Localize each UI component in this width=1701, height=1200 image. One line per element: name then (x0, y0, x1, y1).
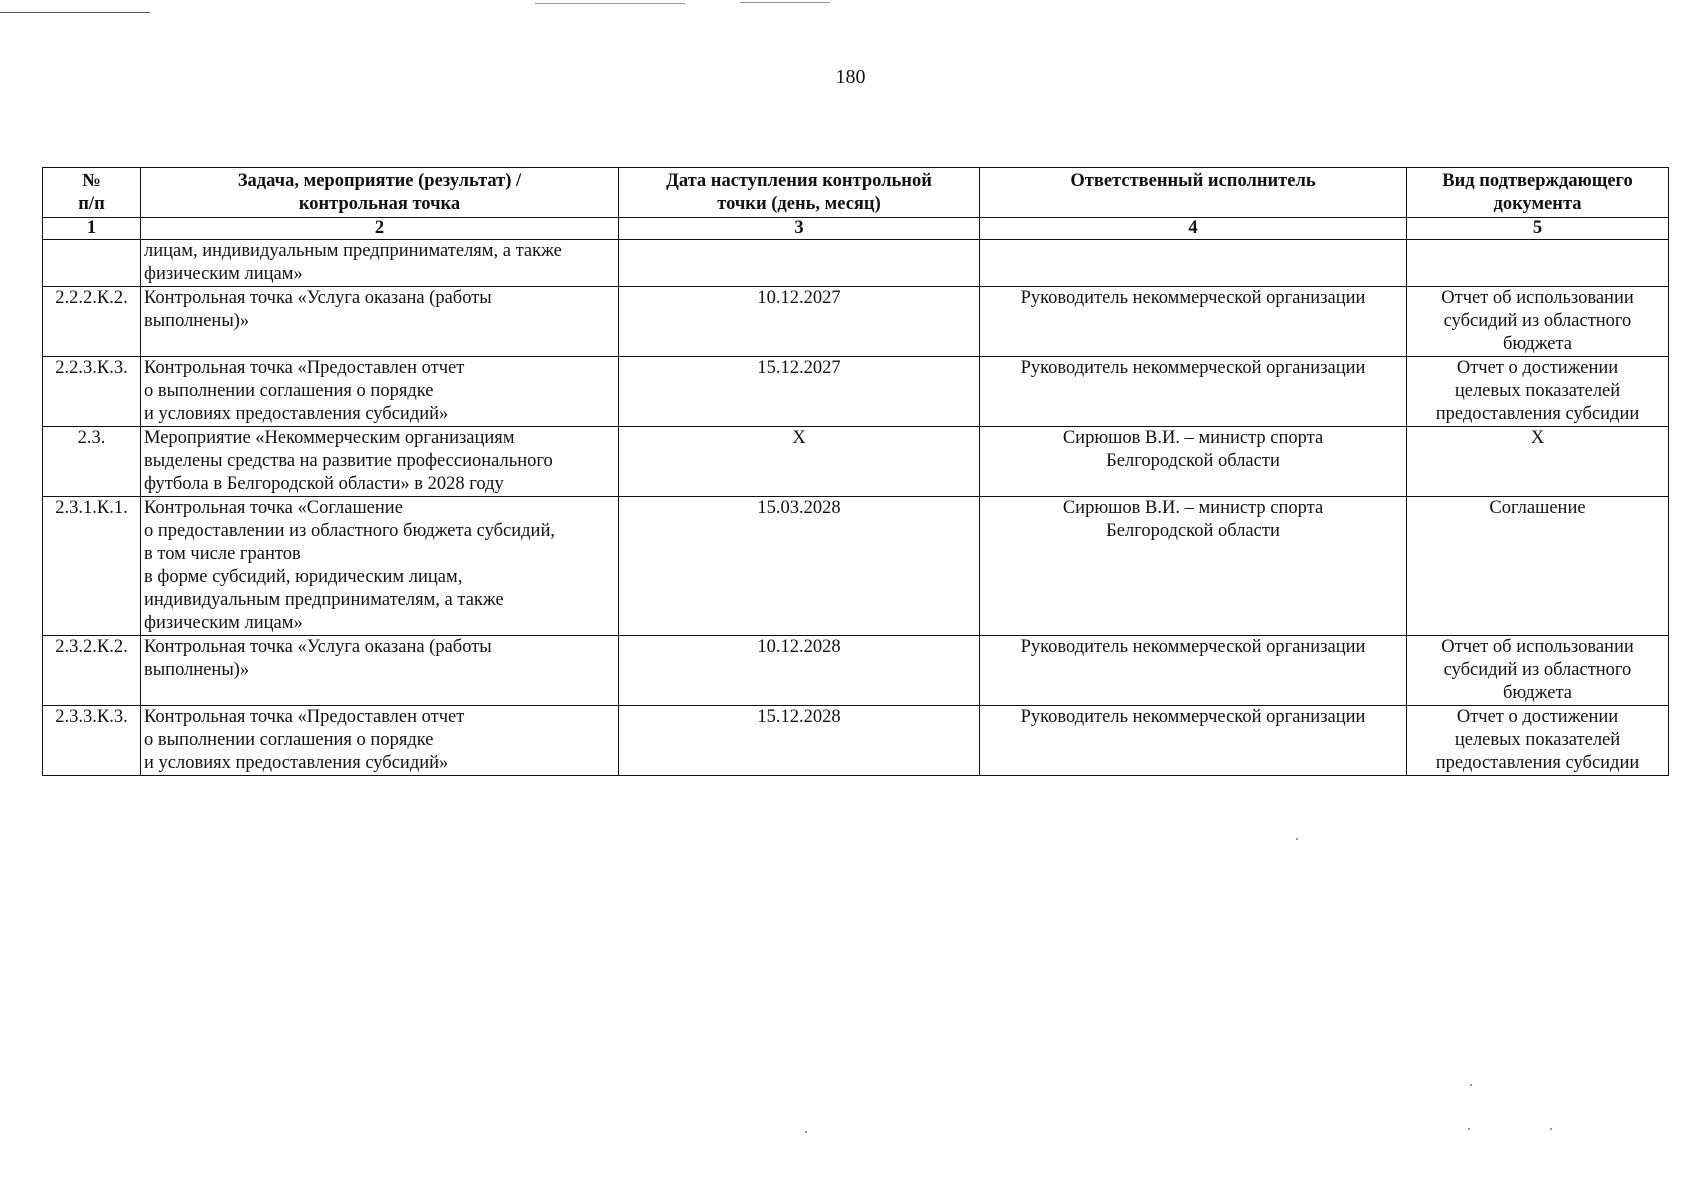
header-line: Вид подтверждающего (1442, 171, 1633, 191)
table-row (43, 636, 1669, 706)
task-cell-line: выполнены)» (144, 660, 250, 680)
task-cell-line: выделены средства на развитие профессионального (144, 451, 553, 471)
document-cell-line: предоставления субсидии (1435, 404, 1640, 424)
header-responsible (980, 168, 1407, 218)
document-cell-line: целевых показателей (1454, 381, 1621, 401)
document-cell-line: бюджета (1503, 334, 1572, 354)
document-cell (1407, 240, 1669, 287)
task-cell-line: индивидуальным предпринимателям, а также (144, 590, 504, 610)
row-number-cell (43, 240, 141, 287)
row-number-cell: 2.2.2.К.2. (43, 287, 141, 357)
task-cell-line: и условиях предоставления субсидий» (144, 753, 449, 773)
table-row (43, 240, 1669, 287)
task-cell (141, 497, 619, 636)
task-cell (141, 706, 619, 776)
responsible-cell-line: Руководитель некоммерческой организации (1020, 288, 1366, 308)
task-cell-line: Контрольная точка «Услуга оказана (работы (144, 637, 492, 657)
document-cell-line: субсидий из областного (1443, 311, 1632, 331)
table-body (43, 240, 1669, 776)
task-cell (141, 287, 619, 357)
row-number-cell: 2.2.3.К.3. (43, 357, 141, 427)
header-line: п/п (78, 194, 105, 214)
header-line: контрольная точка (298, 194, 461, 214)
column-number: 1 (43, 218, 141, 240)
scan-artifact-line (740, 2, 830, 3)
document-cell (1407, 636, 1669, 706)
table-row (43, 497, 1669, 636)
document-cell-line: Соглашение (1489, 498, 1586, 518)
column-number: 3 (619, 218, 980, 240)
document-cell (1407, 357, 1669, 427)
task-cell-line: и условиях предоставления субсидий» (144, 404, 449, 424)
responsible-cell-line: Сирюшов В.И. – министр спорта (1062, 428, 1324, 448)
column-number: 2 (141, 218, 619, 240)
task-cell-line: футбола в Белгородской области» в 2028 году (144, 474, 504, 494)
document-cell-line: предоставления субсидии (1435, 753, 1640, 773)
table-row (43, 706, 1669, 776)
header-number (43, 168, 141, 218)
date-cell (619, 240, 980, 287)
task-cell-line: о выполнении соглашения о порядке (144, 381, 434, 401)
document-cell-line: Отчет об использовании (1441, 288, 1634, 308)
task-cell (141, 427, 619, 497)
document-cell (1407, 427, 1669, 497)
table-header (43, 168, 1669, 240)
task-cell-line: физическим лицам» (144, 264, 303, 284)
responsible-cell-line: Руководитель некоммерческой организации (1020, 707, 1366, 727)
responsible-cell (980, 636, 1407, 706)
document-cell-line: бюджета (1503, 683, 1572, 703)
column-number-row (43, 218, 1669, 240)
column-number: 4 (980, 218, 1407, 240)
responsible-cell-line: Сирюшов В.И. – министр спорта (1062, 498, 1324, 518)
scan-speck (1470, 1084, 1472, 1086)
document-cell-line: целевых показателей (1454, 730, 1621, 750)
task-cell-line: о предоставлении из областного бюджета субсидий, (144, 521, 555, 541)
document-cell (1407, 706, 1669, 776)
date-cell: 10.12.2028 (619, 636, 980, 706)
responsible-cell-line: Белгородской области (1106, 521, 1280, 541)
header-task (141, 168, 619, 218)
responsible-cell-line: Руководитель некоммерческой организации (1020, 637, 1366, 657)
responsible-cell (980, 240, 1407, 287)
header-line: Задача, мероприятие (результат) / (237, 171, 522, 191)
task-cell-line: в том числе грантов (144, 544, 301, 564)
task-cell-line: Контрольная точка «Услуга оказана (работы (144, 288, 492, 308)
task-cell (141, 636, 619, 706)
header-date (619, 168, 980, 218)
responsible-cell (980, 427, 1407, 497)
responsible-cell-line: Белгородской области (1106, 451, 1280, 471)
document-cell-line: Отчет о достижении (1456, 707, 1619, 727)
table-row (43, 427, 1669, 497)
table-row (43, 357, 1669, 427)
task-cell-line: Контрольная точка «Соглашение (144, 498, 403, 518)
scan-speck (805, 1131, 807, 1133)
header-document (1407, 168, 1669, 218)
page-number: 180 (835, 66, 866, 88)
document-cell-line: Х (1530, 428, 1545, 448)
row-number-cell: 2.3. (43, 427, 141, 497)
header-line: точки (день, месяц) (717, 194, 881, 214)
scan-speck (1468, 1128, 1470, 1130)
task-cell-line: Контрольная точка «Предоставлен отчет (144, 707, 465, 727)
responsible-cell (980, 497, 1407, 636)
header-row (43, 168, 1669, 218)
scan-speck (1296, 838, 1298, 840)
document-cell-line: Отчет об использовании (1441, 637, 1634, 657)
row-number-cell: 2.3.2.К.2. (43, 636, 141, 706)
task-cell (141, 240, 619, 287)
date-cell: 15.12.2028 (619, 706, 980, 776)
row-number-cell: 2.3.3.К.3. (43, 706, 141, 776)
scan-speck (1550, 1128, 1552, 1130)
task-cell-line: в форме субсидий, юридическим лицам, (144, 567, 463, 587)
document-cell-line: Отчет о достижении (1456, 358, 1619, 378)
date-cell: 15.03.2028 (619, 497, 980, 636)
header-line: документа (1493, 194, 1582, 214)
header-line: Ответственный исполнитель (1070, 171, 1316, 191)
task-cell-line: физическим лицам» (144, 613, 303, 633)
document-cell (1407, 287, 1669, 357)
responsible-cell-line: Руководитель некоммерческой организации (1020, 358, 1366, 378)
header-line: Дата наступления контрольной (666, 171, 932, 191)
document-cell (1407, 497, 1669, 636)
responsible-cell (980, 706, 1407, 776)
responsible-cell (980, 287, 1407, 357)
task-cell-line: выполнены)» (144, 311, 250, 331)
date-cell: Х (619, 427, 980, 497)
scan-artifact-line (535, 3, 685, 4)
document-cell-line: субсидий из областного (1443, 660, 1632, 680)
scan-artifact-line (0, 12, 150, 13)
task-cell-line: Контрольная точка «Предоставлен отчет (144, 358, 465, 378)
task-cell (141, 357, 619, 427)
control-points-table (42, 167, 1669, 776)
date-cell: 10.12.2027 (619, 287, 980, 357)
task-cell-line: Мероприятие «Некоммерческим организациям (144, 428, 515, 448)
column-number: 5 (1407, 218, 1669, 240)
date-cell: 15.12.2027 (619, 357, 980, 427)
table-row (43, 287, 1669, 357)
task-cell-line: о выполнении соглашения о порядке (144, 730, 434, 750)
responsible-cell (980, 357, 1407, 427)
header-line: № (82, 171, 101, 191)
row-number-cell: 2.3.1.К.1. (43, 497, 141, 636)
task-cell-line: лицам, индивидуальным предпринимателям, а также (144, 241, 562, 261)
